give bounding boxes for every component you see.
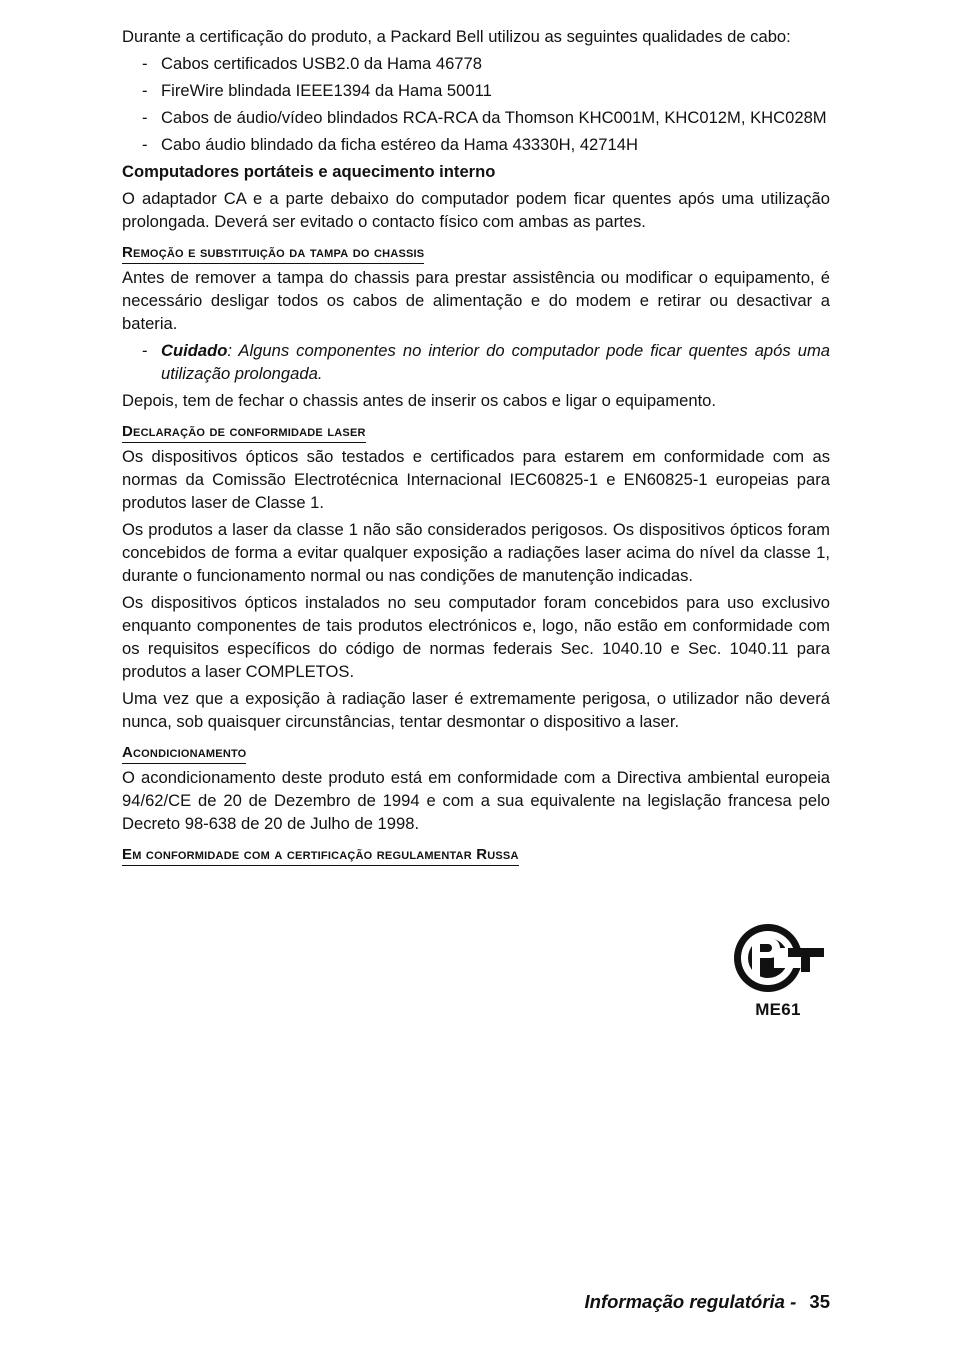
warning-label: Cuidado xyxy=(161,341,228,360)
cable-list xyxy=(122,52,830,156)
packaging-heading: Acondicionamento xyxy=(122,743,246,764)
certification-code: ME61 xyxy=(755,1000,801,1019)
intro-paragraph: Durante a certificação do produto, a Packard Bell utilizou as seguintes qualidades de cabo: xyxy=(122,27,791,46)
portable-paragraph: O adaptador CA e a parte debaixo do computador podem ficar quentes após uma utilização prolongada. Deverá ser evitado o contacto físico com ambas as partes. xyxy=(122,189,830,231)
russia-heading: Em conformidade com a certificação regulamentar Russa xyxy=(122,845,519,866)
footer-title: Informação regulatória xyxy=(584,1291,785,1312)
warning-item xyxy=(122,339,830,385)
packaging-paragraph: O acondicionamento deste produto está em conformidade com a Directiva ambiental europeia 94/62/CE de 20 de Dezembro de 1994 e com a sua equivalente na legislação francesa pelo Decreto 98-638 de 20 de Julho de 1998. xyxy=(122,768,830,833)
page-footer xyxy=(585,1291,831,1313)
chassis-warning-list xyxy=(122,339,830,385)
chassis-heading: Remoção e substituição da tampa do chassis xyxy=(122,243,424,264)
laser-paragraph-2: Os produtos a laser da classe 1 não são considerados perigosos. Os dispositivos ópticos foram concebidos de forma a evitar qualquer exposição a radiações laser acima do nível da classe 1, durante o funcionamento normal ou nas condições de manutenção indicadas. xyxy=(122,520,830,585)
warning-text: : Alguns componentes no interior do computador pode ficar quentes após uma utilização prolongada. xyxy=(161,341,830,383)
list-item: - Cabo áudio blindado da ficha estéreo da Hama 43330H, 42714H xyxy=(122,133,830,156)
list-item: - FireWire blindada IEEE1394 da Hama 50011 xyxy=(122,79,830,102)
laser-paragraph-1: Os dispositivos ópticos são testados e certificados para estarem em conformidade com as normas da Comissão Electrotécnica Internacional IEC60825-1 e EN60825-1 europeias para produtos laser de Classe 1. xyxy=(122,447,830,512)
list-item: - Cabos de áudio/vídeo blindados RCA-RCA da Thomson KHC001M, KHC012M, KHC028M xyxy=(122,106,830,129)
laser-heading: Declaração de conformidade laser xyxy=(122,422,366,443)
chassis-paragraph: Antes de remover a tampa do chassis para prestar assistência ou modificar o equipamento, é necessário desligar todos os cabos de alimentação e do modem e retirar ou desactivar a bateria. xyxy=(122,268,830,333)
footer-separator: - xyxy=(790,1291,797,1312)
document-page xyxy=(122,25,830,868)
pct-certification-mark-icon xyxy=(730,922,826,994)
laser-paragraph-4: Uma vez que a exposição à radiação laser é extremamente perigosa, o utilizador não deverá nunca, sob quaisquer circunstâncias, tentar desmontar o dispositivo a laser. xyxy=(122,689,830,731)
russian-certification-mark xyxy=(726,922,830,1020)
laser-paragraph-3: Os dispositivos ópticos instalados no seu computador foram concebidos para uso exclusivo enquanto componentes de tais produtos electrónicos e, logo, não estão em conformidade com os requisitos específicos do código de normas federais Sec. 1040.10 e Sec. 1040.11 para produtos a laser COMPLETOS. xyxy=(122,593,830,681)
list-item: - Cabos certificados USB2.0 da Hama 46778 xyxy=(122,52,830,75)
page-number: 35 xyxy=(809,1291,830,1312)
portable-heading: Computadores portáteis e aquecimento interno xyxy=(122,162,496,181)
chassis-after-paragraph: Depois, tem de fechar o chassis antes de inserir os cabos e ligar o equipamento. xyxy=(122,391,717,410)
